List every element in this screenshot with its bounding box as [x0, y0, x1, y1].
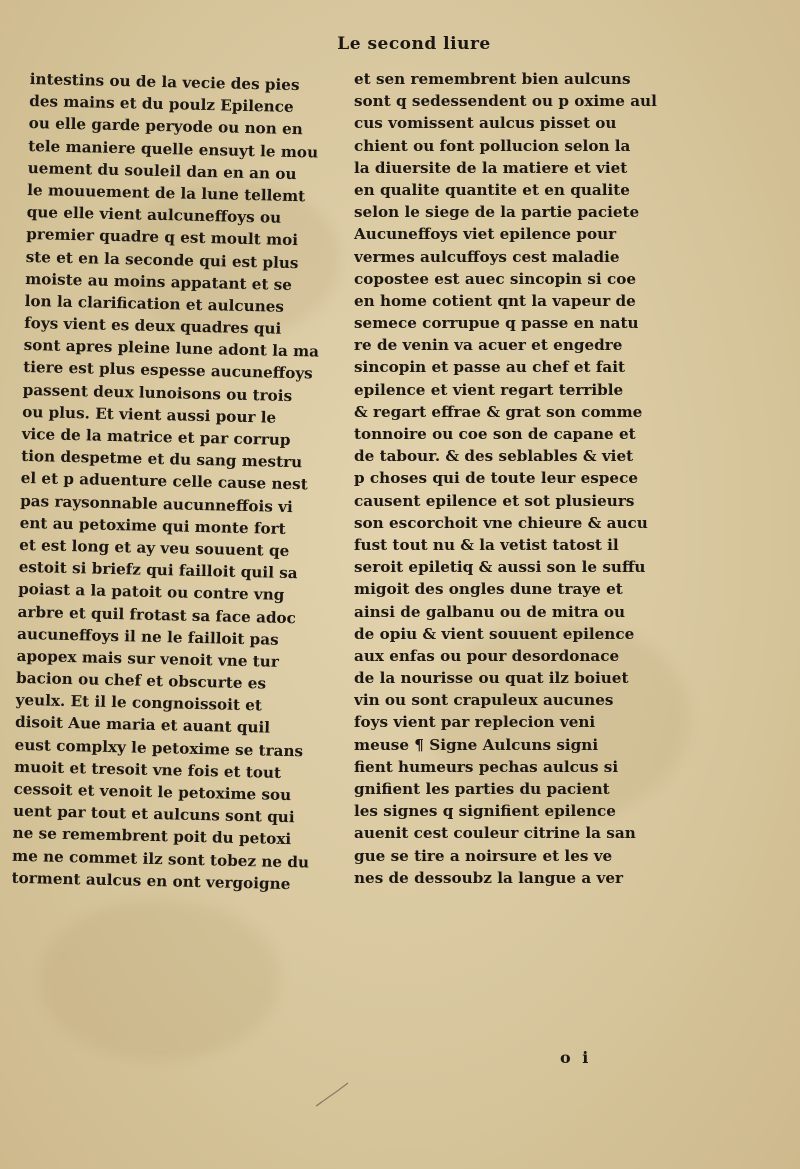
left-column-line: uent par tout et aulcuns sont qui	[12, 801, 295, 827]
right-column-line: fust tout nu & la vetist tatost il	[354, 535, 619, 554]
right-column-line: copostee est auec sincopin si coe	[354, 269, 637, 288]
right-column-line: en home cotient qnt la vapeur de	[354, 291, 636, 310]
right-column-line: de tabour. & des seblables & viet	[354, 447, 634, 466]
left-column-line: me ne commet ilz sont tobez ne du	[11, 846, 310, 872]
left-column-line: ne se remembrent poit du petoxi	[12, 824, 292, 849]
left-column-line: moiste au moins appatant et se	[25, 269, 293, 294]
left-column-line: le mouuement de la lune tellemt	[27, 180, 306, 206]
right-column-line: aux enfas ou pour desordonace	[354, 646, 620, 665]
right-column-line: cus vomissent aulcus pisset ou	[354, 114, 617, 133]
right-column-line: seroit epiletiq & aussi son le suffu	[354, 558, 646, 577]
left-column-line: tele maniere quelle ensuyt le mou	[28, 136, 319, 162]
left-column-line: aucuneffoys il ne le failloit pas	[16, 624, 279, 649]
left-column-line: et est long et ay veu souuent qe	[18, 535, 290, 560]
right-column-line: & regart effrae & grat son comme	[354, 402, 643, 421]
right-column-line: epilence et vient regart terrible	[354, 380, 624, 399]
paper-stain	[40, 900, 280, 1060]
right-column-line: meuse ¶ Signe Aulcuns signi	[354, 735, 599, 754]
folio-signature: o i	[560, 1048, 592, 1067]
left-column-line: ste et en la seconde qui est plus	[25, 247, 299, 272]
right-column-line: et sen remembrent bien aulcuns	[354, 70, 631, 88]
left-column-line: tiere est plus espesse aucuneffoys	[23, 358, 313, 383]
running-header	[0, 34, 800, 54]
right-column-line: causent epilence et sot plusieurs	[354, 491, 635, 510]
right-column-line: foys vient par replecion veni	[354, 713, 596, 732]
right-column-line: de la nourisse ou quat ilz boiuet	[354, 669, 629, 688]
left-column-line: eust complxy le petoxime se trans	[14, 735, 304, 760]
right-text-column	[354, 68, 680, 889]
right-column-line: chient ou font pollucion selon la	[354, 136, 631, 155]
left-column-line: disoit Aue maria et auant quil	[14, 713, 271, 738]
left-column-line: que elle vient aulcuneffoys ou	[26, 203, 282, 227]
right-column-line: migoit des ongles dune traye et	[354, 580, 623, 599]
right-column-line: nes de dessoubz la langue a ver	[354, 868, 623, 887]
left-column-line: passent deux lunoisons ou trois	[22, 380, 293, 405]
right-column-line: tonnoire ou coe son de capane et	[354, 425, 636, 443]
left-column-line: torment aulcus en ont vergoigne	[11, 868, 291, 893]
left-column-line: intestins ou de la vecie des pies	[29, 69, 300, 95]
left-column-line: bacion ou chef et obscurte es	[15, 668, 267, 693]
right-column-line: p choses qui de toute leur espece	[354, 469, 638, 488]
right-column-line: de opiu & vient souuent epilence	[354, 624, 635, 643]
right-column-line: fient humeurs pechas aulcus si	[354, 757, 619, 776]
left-column-line: foys vient es deux quadres qui	[24, 313, 282, 338]
running-header-text: Le second liure	[337, 34, 491, 54]
right-column-line: ainsi de galbanu ou de mitra ou	[354, 602, 626, 621]
right-column-line: vermes aulcuffoys cest maladie	[354, 247, 620, 266]
right-column-line: re de venin va acuer et engedre	[354, 336, 623, 355]
left-column-line: arbre et quil frotast sa face adoc	[17, 602, 297, 627]
right-column-line: sincopin et passe au chef et fait	[354, 358, 626, 377]
left-column-line: muoit et tresoit vne fois et tout	[13, 757, 282, 782]
left-column-line: ou elle garde peryode ou non en	[28, 114, 304, 139]
left-column-line: estoit si briefz qui failloit quil sa	[18, 557, 298, 583]
right-column-line: Aucuneffoys viet epilence pour	[354, 225, 617, 244]
left-text-column	[11, 68, 346, 896]
left-column-line: cessoit et venoit le petoxime sou	[13, 779, 292, 805]
left-column-line: premier quadre q est moult moi	[26, 225, 299, 250]
right-column-line: en qualite quantite et en qualite	[354, 180, 630, 199]
right-column-line: semece corrupue q passe en natu	[354, 314, 639, 333]
left-column-line: ent au petoxime qui monte fort	[19, 513, 286, 538]
pen-stroke-mark	[312, 1080, 352, 1110]
left-column-line: poiast a la patoit ou contre vng	[17, 580, 285, 605]
left-column-line: sont apres pleine lune adont la ma	[23, 336, 320, 361]
left-column-line: vice de la matrice et par corrup	[21, 424, 291, 450]
right-column-line: gnifient les parties du pacient	[354, 780, 610, 798]
right-column-line: son escorchoit vne chieure & aucu	[354, 513, 648, 532]
right-column-line: auenit cest couleur citrine la san	[354, 824, 636, 843]
right-column-line: les signes q signifient epilence	[354, 802, 616, 821]
right-column-line: selon le siege de la partie paciete	[354, 203, 640, 222]
left-column-line: des mains et du poulz Epilence	[29, 92, 294, 117]
left-column-line: uement du souleil dan en an ou	[27, 158, 297, 183]
left-column-line: apopex mais sur venoit vne tur	[16, 646, 280, 671]
left-column-line: pas raysonnable aucunneffois vi	[19, 491, 293, 516]
left-column-line: lon la clarification et aulcunes	[24, 291, 285, 316]
left-column-line: yeulx. Et il le congnoissoit et	[15, 691, 263, 715]
right-column-line: sont q sedessendent ou p oxime aul	[354, 92, 657, 111]
right-column-line: gue se tire a noirsure et les ve	[354, 846, 613, 865]
right-column-line: la diuersite de la matiere et viet	[354, 158, 628, 177]
left-column-line: el et p aduenture celle cause nest	[20, 469, 308, 494]
left-column-line: ou plus. Et vient aussi pour le	[21, 402, 277, 427]
left-column-line: tion despetme et du sang mestru	[20, 447, 303, 472]
right-column-line: vin ou sont crapuleux aucunes	[354, 691, 614, 710]
